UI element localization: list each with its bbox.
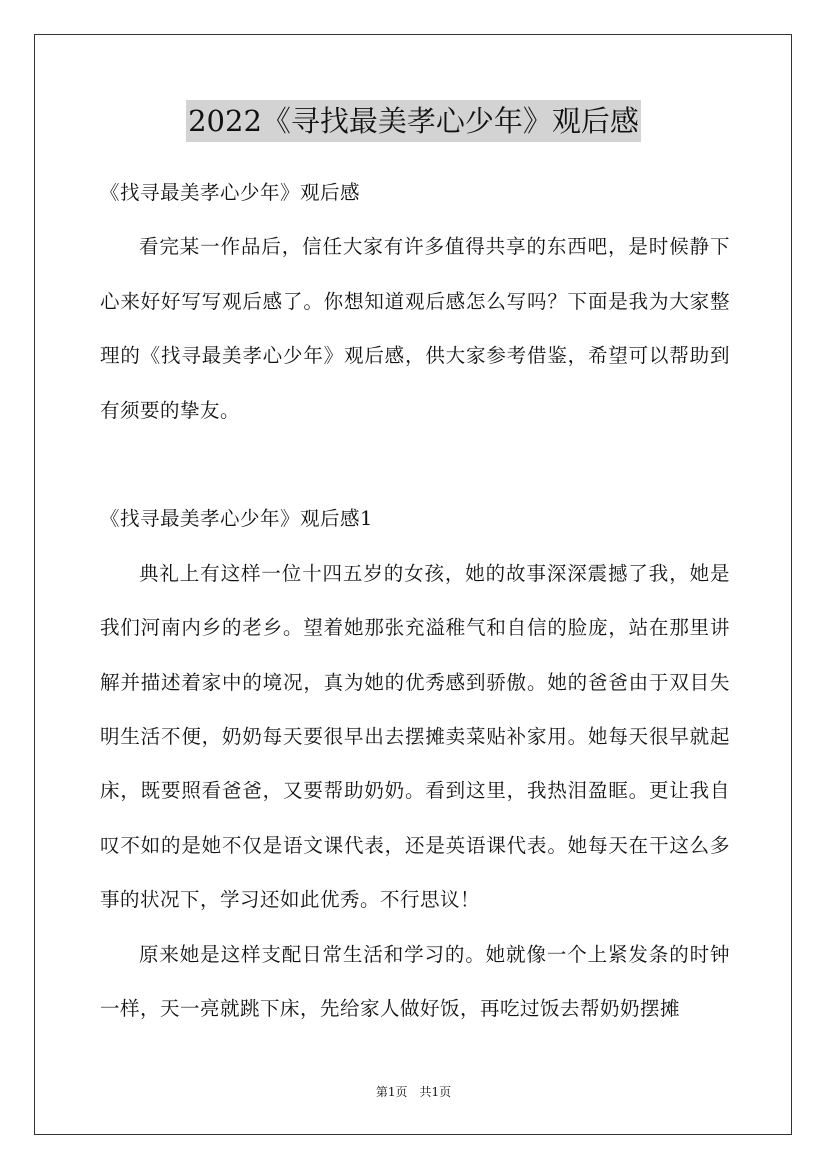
- intro-paragraph: 看完某一作品后，信任大家有许多值得共享的东西吧，是时候静下心来好好写写观后感了。你想知道观后感怎么写吗？下面是我为大家整理的《找寻最美孝心少年》观后感，供大家参考借鉴，希望可以帮助到有须要的挚友。: [100, 235, 730, 422]
- page-number-footer: 第1页 共1页: [375, 1085, 452, 1099]
- document-title-text: 2022《寻找最美孝心少年》观后感: [186, 100, 641, 142]
- body-paragraph-1: 典礼上有这样一位十四五岁的女孩，她的故事深深震撼了我，她是我们河南内乡的老乡。望着她那张充溢稚气和自信的脸庞，站在那里讲解并描述着家中的境况，真为她的优秀感到骄傲。她的爸爸由于双目失明生活不便，奶奶每天要很早出去摆摊卖菜贴补家用。她每天很早就起床，既要照看爸爸，又要帮助奶奶。看到这里，我热泪盈眶。更让我自叹不如的是她不仅是语文课代表，还是英语课代表。她每天在干这么多事的状况下，学习还如此优秀。不行思议！: [100, 561, 730, 912]
- document-title: [0, 100, 827, 142]
- section-heading-intro: 《找寻最美孝心少年》观后感: [100, 181, 361, 204]
- document-body: [100, 166, 730, 1036]
- section-heading-1: 《找寻最美孝心少年》观后感1: [100, 507, 373, 531]
- paragraph-gap: [100, 438, 730, 492]
- body-paragraph-2: 原来她是这样支配日常生活和学习的。她就像一个上紧发条的时钟一样，天一亮就跳下床，先给家人做好饭，再吃过饭去帮奶奶摆摊: [100, 942, 730, 1021]
